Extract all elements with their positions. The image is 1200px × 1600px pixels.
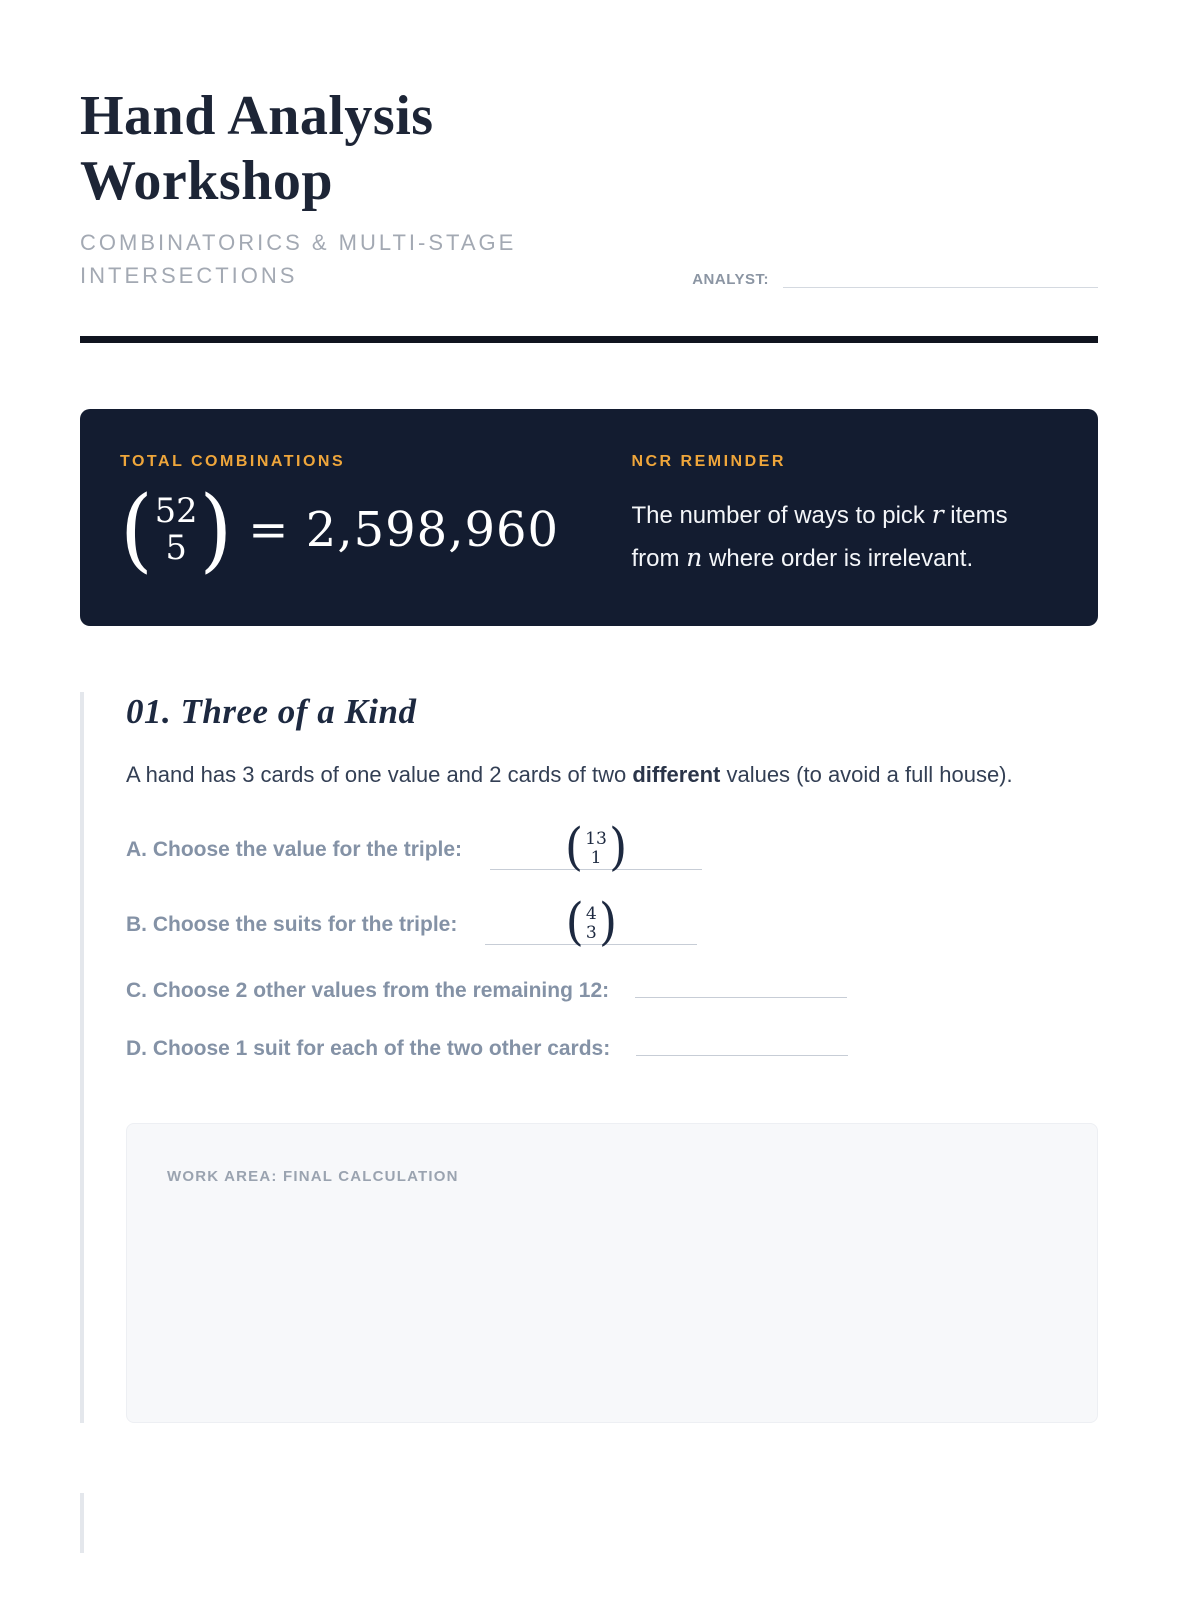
question-a-label: A. Choose the value for the triple: bbox=[126, 837, 463, 861]
header bbox=[80, 84, 1098, 292]
question-d-row bbox=[126, 1037, 1098, 1061]
reminder-text-post: where order is irrelevant. bbox=[702, 545, 974, 573]
intro-text-pre: A hand has 3 cards of one value and 2 cards of two bbox=[126, 761, 633, 787]
binomial-n: 13 bbox=[585, 829, 607, 850]
analyst-block bbox=[692, 266, 1098, 292]
question-c-answer-slot[interactable] bbox=[635, 988, 847, 998]
summary-card bbox=[80, 409, 1098, 626]
question-b-answer-slot[interactable] bbox=[485, 893, 697, 953]
reminder-text-pre: The number of ways to pick bbox=[631, 501, 932, 529]
ncr-reminder-column bbox=[625, 453, 1056, 580]
work-area-label: WORK AREA: FINAL CALCULATION bbox=[167, 1167, 459, 1185]
total-combinations-formula bbox=[120, 476, 625, 583]
formula-result: = 2,598,960 bbox=[248, 501, 560, 558]
open-paren: ( bbox=[120, 476, 153, 583]
binomial-52-5 bbox=[120, 476, 233, 583]
binomial-r: 1 bbox=[590, 848, 602, 869]
question-b-label: B. Choose the suits for the triple: bbox=[126, 912, 458, 936]
work-area[interactable] bbox=[126, 1123, 1098, 1423]
open-paren: ( bbox=[565, 893, 584, 953]
page-subtitle: COMBINATORICS & MULTI-STAGE INTERSECTIONS bbox=[80, 229, 517, 288]
question-c-row bbox=[126, 979, 1098, 1003]
title-block bbox=[80, 84, 640, 292]
question-a-row bbox=[126, 819, 1098, 878]
close-paren: ) bbox=[608, 819, 628, 878]
reminder-text-mid: items from bbox=[631, 501, 1008, 573]
open-paren: ( bbox=[564, 819, 584, 878]
binomial-4-3 bbox=[565, 893, 618, 953]
question-d-label: D. Choose 1 suit for each of the two other cards: bbox=[126, 1036, 611, 1060]
binomial-r: 5 bbox=[165, 527, 187, 567]
binomial-n: 52 bbox=[154, 490, 198, 530]
ncr-reminder-text bbox=[631, 493, 1056, 580]
question-a-answer-slot[interactable] bbox=[490, 819, 702, 878]
intro-text-post: values (to avoid a full house). bbox=[720, 761, 1013, 787]
analyst-input-line[interactable] bbox=[783, 266, 1098, 288]
section-title: 01. Three of a Kind bbox=[126, 691, 417, 731]
total-combinations-column bbox=[120, 452, 625, 583]
question-b-row bbox=[126, 893, 1098, 953]
question-d-answer-slot[interactable] bbox=[636, 1046, 848, 1056]
section-three-of-a-kind bbox=[80, 692, 1098, 1423]
binomial-13-1 bbox=[564, 819, 628, 878]
ncr-reminder-heading: NCR REMINDER bbox=[631, 452, 786, 470]
binomial-n: 4 bbox=[585, 904, 597, 925]
math-var-r: r bbox=[931, 499, 944, 529]
section-02-stub bbox=[80, 1493, 1098, 1553]
total-combinations-heading: TOTAL COMBINATIONS bbox=[120, 452, 346, 470]
math-var-n: n bbox=[686, 543, 703, 573]
question-c-label: C. Choose 2 other values from the remaining 12: bbox=[126, 978, 610, 1002]
section-intro bbox=[126, 754, 1086, 796]
close-paren: ) bbox=[598, 893, 618, 953]
analyst-label: ANALYST: bbox=[692, 270, 769, 288]
page-title: Hand Analysis Workshop bbox=[80, 85, 434, 212]
header-divider bbox=[80, 336, 1098, 343]
intro-text-bold: different bbox=[632, 761, 721, 787]
binomial-r: 3 bbox=[585, 923, 597, 944]
close-paren: ) bbox=[199, 476, 233, 583]
